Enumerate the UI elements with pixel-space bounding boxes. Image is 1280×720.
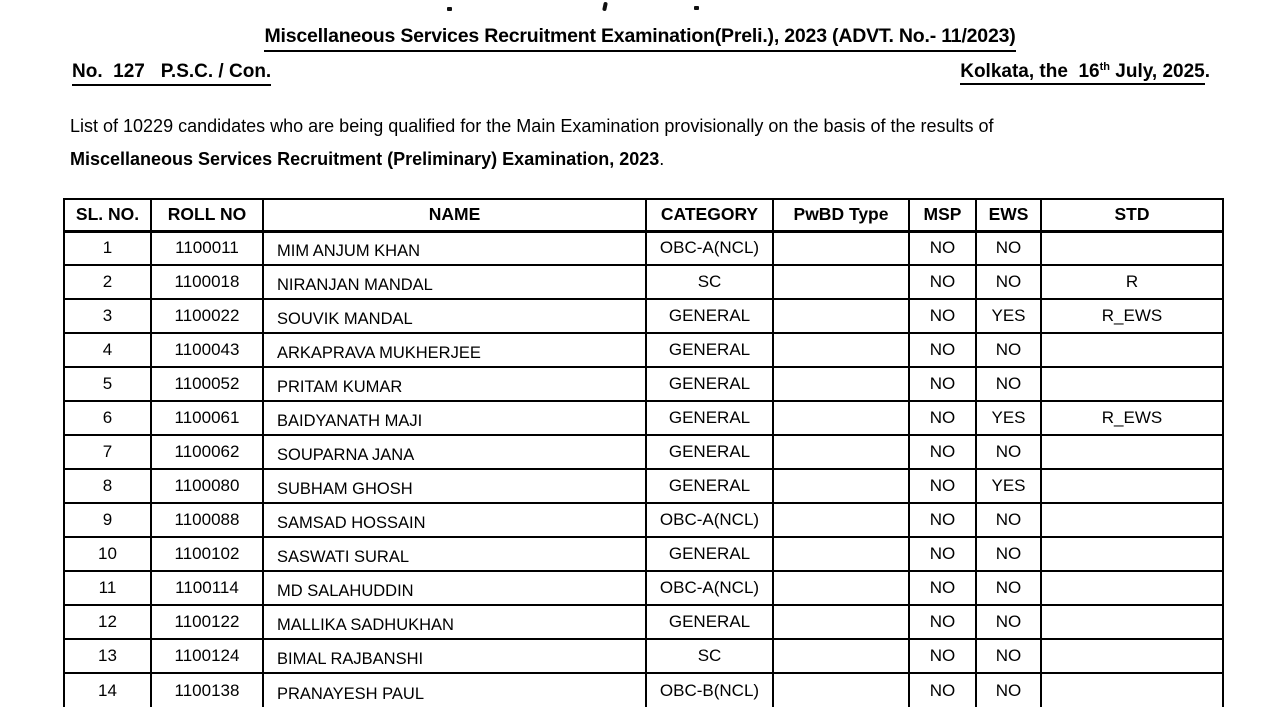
- table-row: [64, 639, 1223, 673]
- cell-ews: NO: [976, 503, 1041, 537]
- column-header-pwbd-type: PwBD Type: [773, 199, 909, 231]
- cell-msp: NO: [909, 401, 976, 435]
- subheader-row: [72, 61, 1210, 86]
- cell-ews: NO: [976, 265, 1041, 299]
- cell-std: [1041, 673, 1223, 707]
- cell-sl_no: 12: [64, 605, 151, 639]
- cropped-line-fragments: [0, 0, 1280, 20]
- cell-ews: NO: [976, 333, 1041, 367]
- intro-line-2-period: .: [659, 149, 665, 169]
- cell-std: [1041, 537, 1223, 571]
- cell-pwbd_type: [773, 435, 909, 469]
- cell-sl_no: 5: [64, 367, 151, 401]
- cell-name: NIRANJAN MANDAL: [263, 265, 646, 299]
- cell-pwbd_type: [773, 571, 909, 605]
- table-row: [64, 537, 1223, 571]
- cell-roll_no: 1100062: [151, 435, 263, 469]
- cropped-text-fragment: [694, 6, 699, 10]
- cell-pwbd_type: [773, 367, 909, 401]
- cell-std: R_EWS: [1041, 299, 1223, 333]
- title-row: [0, 25, 1280, 52]
- cell-msp: NO: [909, 571, 976, 605]
- cell-roll_no: 1100061: [151, 401, 263, 435]
- cell-category: GENERAL: [646, 435, 773, 469]
- cell-ews: NO: [976, 605, 1041, 639]
- cell-msp: NO: [909, 435, 976, 469]
- cell-roll_no: 1100011: [151, 231, 263, 265]
- table-row: [64, 265, 1223, 299]
- cell-category: GENERAL: [646, 469, 773, 503]
- cell-name: SOUPARNA JANA: [263, 435, 646, 469]
- cell-roll_no: 1100022: [151, 299, 263, 333]
- cell-name: MIM ANJUM KHAN: [263, 231, 646, 265]
- cell-ews: YES: [976, 469, 1041, 503]
- cell-category: GENERAL: [646, 367, 773, 401]
- cell-category: GENERAL: [646, 401, 773, 435]
- cell-msp: NO: [909, 503, 976, 537]
- cropped-text-fragment: [602, 2, 608, 12]
- cell-msp: NO: [909, 605, 976, 639]
- cell-msp: NO: [909, 639, 976, 673]
- cell-std: R: [1041, 265, 1223, 299]
- column-header-category: CATEGORY: [646, 199, 773, 231]
- cell-std: [1041, 503, 1223, 537]
- cell-category: OBC-A(NCL): [646, 231, 773, 265]
- cell-name: PRANAYESH PAUL: [263, 673, 646, 707]
- place-date-after-sup: July, 2025: [1110, 61, 1205, 82]
- cell-msp: NO: [909, 265, 976, 299]
- results-table-container: [63, 198, 1224, 707]
- cell-pwbd_type: [773, 503, 909, 537]
- table-row: [64, 401, 1223, 435]
- cell-category: OBC-A(NCL): [646, 503, 773, 537]
- cell-std: [1041, 469, 1223, 503]
- cell-name: SUBHAM GHOSH: [263, 469, 646, 503]
- intro-paragraph: [70, 110, 1210, 176]
- cell-sl_no: 11: [64, 571, 151, 605]
- cell-name: MALLIKA SADHUKHAN: [263, 605, 646, 639]
- results-table: [63, 198, 1224, 707]
- cell-sl_no: 4: [64, 333, 151, 367]
- table-row: [64, 605, 1223, 639]
- column-header-msp: MSP: [909, 199, 976, 231]
- cell-pwbd_type: [773, 231, 909, 265]
- cell-pwbd_type: [773, 605, 909, 639]
- cell-name: SAMSAD HOSSAIN: [263, 503, 646, 537]
- cell-msp: NO: [909, 367, 976, 401]
- table-row: [64, 299, 1223, 333]
- cell-std: [1041, 231, 1223, 265]
- table-row: [64, 333, 1223, 367]
- results-table-head: [64, 199, 1223, 231]
- cell-sl_no: 14: [64, 673, 151, 707]
- cell-name: MD SALAHUDDIN: [263, 571, 646, 605]
- cell-std: R_EWS: [1041, 401, 1223, 435]
- cell-sl_no: 6: [64, 401, 151, 435]
- cell-name: SOUVIK MANDAL: [263, 299, 646, 333]
- table-row: [64, 231, 1223, 265]
- cell-name: ARKAPRAVA MUKHERJEE: [263, 333, 646, 367]
- table-row: [64, 469, 1223, 503]
- results-table-body: [64, 231, 1223, 707]
- notification-number: No. 127 P.S.C. / Con.: [72, 61, 271, 86]
- cell-sl_no: 7: [64, 435, 151, 469]
- place-date: [960, 61, 1210, 83]
- cell-roll_no: 1100102: [151, 537, 263, 571]
- cell-sl_no: 1: [64, 231, 151, 265]
- place-date-text: [960, 61, 1205, 85]
- cell-ews: NO: [976, 537, 1041, 571]
- cell-sl_no: 8: [64, 469, 151, 503]
- cell-ews: YES: [976, 401, 1041, 435]
- cell-std: [1041, 571, 1223, 605]
- cell-roll_no: 1100124: [151, 639, 263, 673]
- cell-msp: NO: [909, 469, 976, 503]
- column-header-ews: EWS: [976, 199, 1041, 231]
- cell-name: SASWATI SURAL: [263, 537, 646, 571]
- cell-sl_no: 3: [64, 299, 151, 333]
- cell-category: SC: [646, 639, 773, 673]
- cell-ews: NO: [976, 639, 1041, 673]
- intro-line-1: List of 10229 candidates who are being qualified for the Main Examination provisionally on the basis of the results of: [70, 116, 994, 136]
- cell-msp: NO: [909, 673, 976, 707]
- cell-roll_no: 1100052: [151, 367, 263, 401]
- cell-sl_no: 2: [64, 265, 151, 299]
- cell-roll_no: 1100088: [151, 503, 263, 537]
- intro-line-2: [70, 143, 1210, 176]
- cell-roll_no: 1100043: [151, 333, 263, 367]
- table-row: [64, 435, 1223, 469]
- cell-std: [1041, 605, 1223, 639]
- cell-pwbd_type: [773, 639, 909, 673]
- cell-pwbd_type: [773, 333, 909, 367]
- cell-category: SC: [646, 265, 773, 299]
- cell-sl_no: 10: [64, 537, 151, 571]
- cell-msp: NO: [909, 537, 976, 571]
- table-row: [64, 367, 1223, 401]
- cell-ews: YES: [976, 299, 1041, 333]
- cell-roll_no: 1100138: [151, 673, 263, 707]
- cropped-text-fragment: [447, 7, 452, 11]
- place-date-period: .: [1204, 61, 1210, 82]
- cell-name: BAIDYANATH MAJI: [263, 401, 646, 435]
- table-row: [64, 571, 1223, 605]
- cell-ews: NO: [976, 367, 1041, 401]
- cell-category: OBC-B(NCL): [646, 673, 773, 707]
- cell-ews: NO: [976, 231, 1041, 265]
- cell-msp: NO: [909, 299, 976, 333]
- table-row: [64, 673, 1223, 707]
- cell-std: [1041, 333, 1223, 367]
- column-header-roll-no: ROLL NO: [151, 199, 263, 231]
- cell-ews: NO: [976, 435, 1041, 469]
- cell-msp: NO: [909, 231, 976, 265]
- cell-pwbd_type: [773, 537, 909, 571]
- place-date-before-sup: Kolkata, the 16: [960, 61, 1100, 82]
- cell-category: GENERAL: [646, 299, 773, 333]
- cell-pwbd_type: [773, 469, 909, 503]
- cell-std: [1041, 639, 1223, 673]
- cell-category: GENERAL: [646, 333, 773, 367]
- cell-category: GENERAL: [646, 605, 773, 639]
- cell-roll_no: 1100122: [151, 605, 263, 639]
- cell-pwbd_type: [773, 401, 909, 435]
- date-ordinal-suffix: th: [1099, 61, 1110, 73]
- cell-name: BIMAL RAJBANSHI: [263, 639, 646, 673]
- cell-std: [1041, 435, 1223, 469]
- column-header-name: NAME: [263, 199, 646, 231]
- cell-ews: NO: [976, 571, 1041, 605]
- cell-sl_no: 13: [64, 639, 151, 673]
- cell-category: OBC-A(NCL): [646, 571, 773, 605]
- cell-roll_no: 1100018: [151, 265, 263, 299]
- cell-ews: NO: [976, 673, 1041, 707]
- cell-std: [1041, 367, 1223, 401]
- cell-roll_no: 1100080: [151, 469, 263, 503]
- column-header-sl-no: SL. NO.: [64, 199, 151, 231]
- column-header-std: STD: [1041, 199, 1223, 231]
- exam-title: Miscellaneous Services Recruitment Examination(Preli.), 2023 (ADVT. No.- 11/2023): [264, 25, 1015, 52]
- header-row: [64, 199, 1223, 231]
- cell-pwbd_type: [773, 673, 909, 707]
- cell-category: GENERAL: [646, 537, 773, 571]
- intro-line-2-exam-name: Miscellaneous Services Recruitment (Preliminary) Examination, 2023: [70, 149, 660, 169]
- cell-msp: NO: [909, 333, 976, 367]
- cell-sl_no: 9: [64, 503, 151, 537]
- cell-pwbd_type: [773, 265, 909, 299]
- cell-pwbd_type: [773, 299, 909, 333]
- table-row: [64, 503, 1223, 537]
- cell-roll_no: 1100114: [151, 571, 263, 605]
- cell-name: PRITAM KUMAR: [263, 367, 646, 401]
